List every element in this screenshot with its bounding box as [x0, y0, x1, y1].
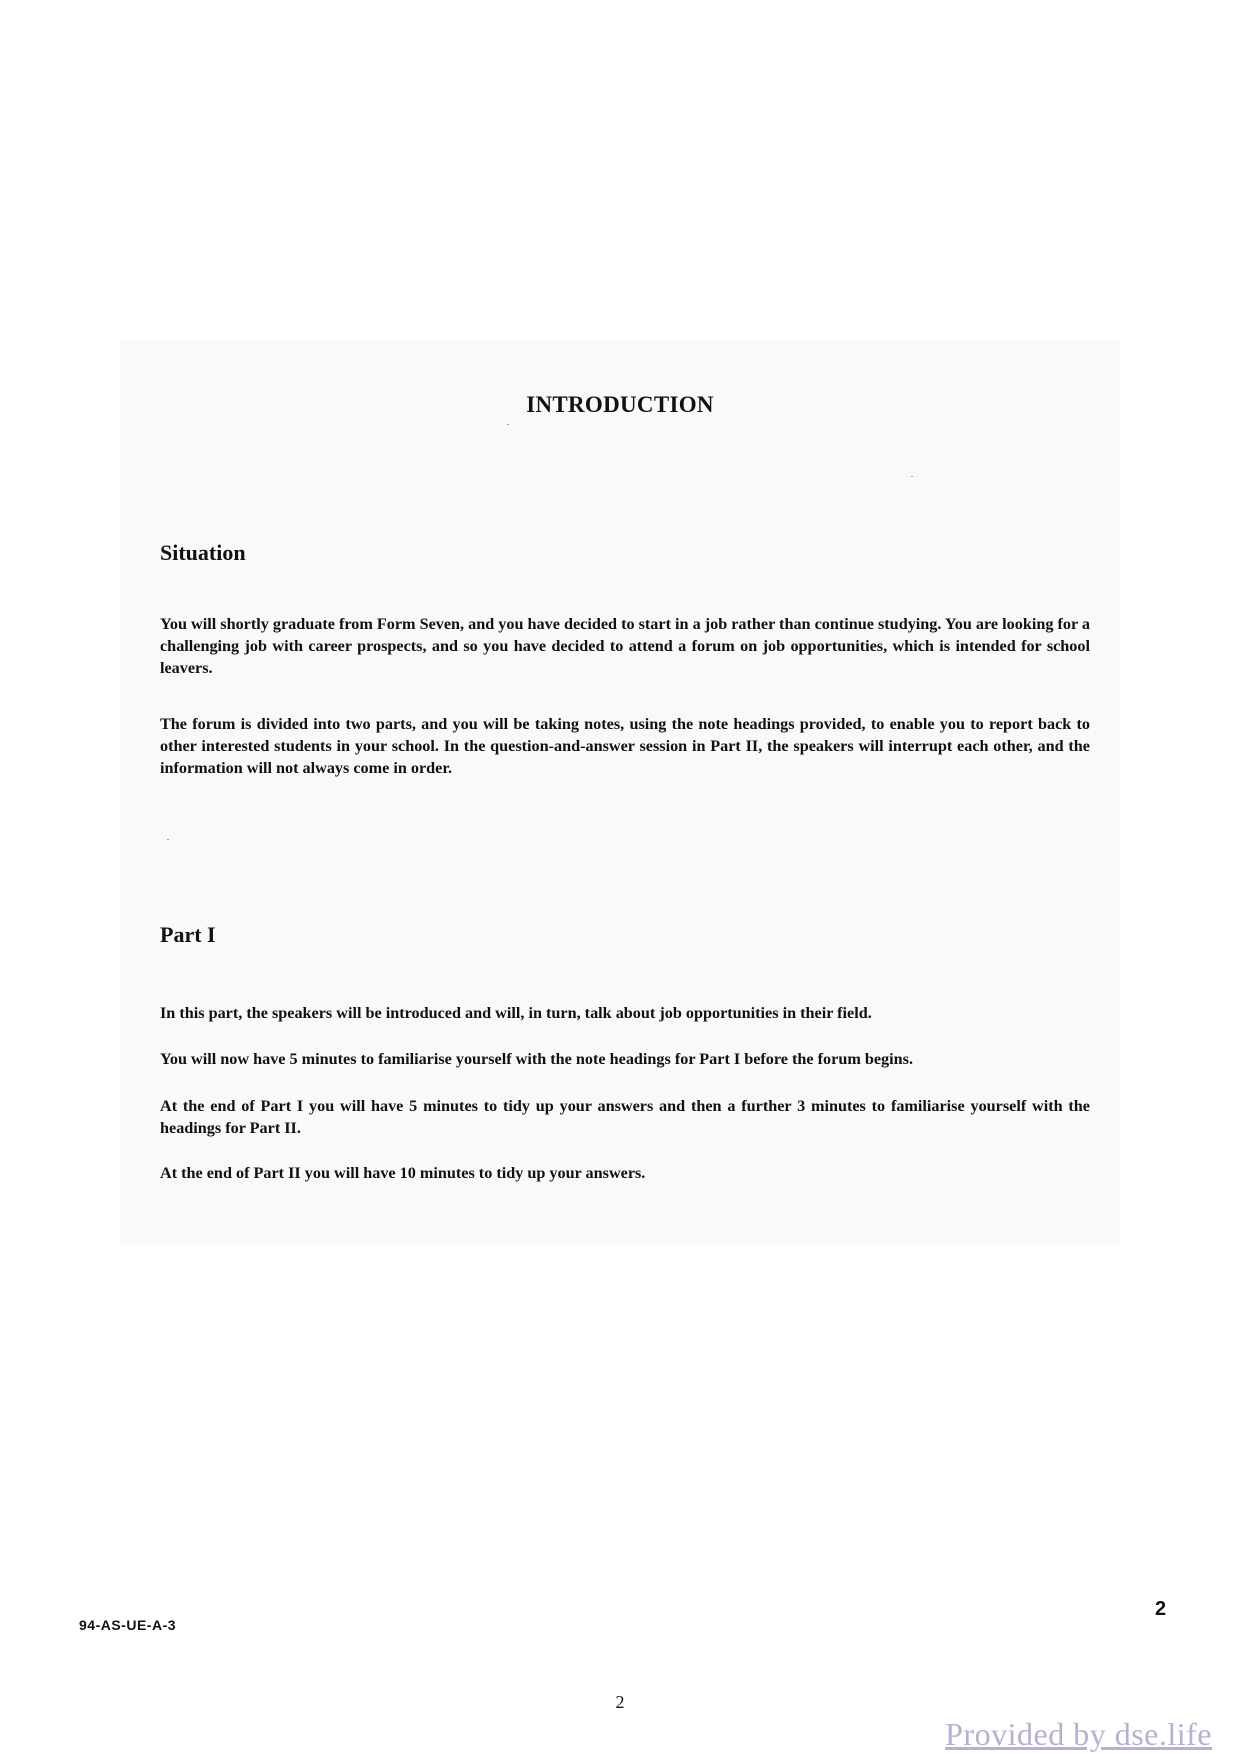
watermark-link[interactable]: Provided by dse.life: [945, 1716, 1212, 1752]
page-number-bold: 2: [1155, 1598, 1167, 1620]
page-title: INTRODUCTION: [526, 392, 714, 417]
part-1-paragraph: At the end of Part I you will have 5 minutes to tidy up your answers and then a further 3 minutes to familiarise yourself with the headings for Part II.: [160, 1097, 1090, 1137]
part-1-paragraph: At the end of Part II you will have 10 minutes to tidy up your answers.: [160, 1164, 646, 1182]
section-heading-situation: Situation: [160, 540, 246, 565]
part-1-paragraph: You will now have 5 minutes to familiarise yourself with the note headings for Part I before the forum begins.: [160, 1050, 913, 1068]
exam-code: 94-AS-UE-A-3: [79, 1617, 177, 1633]
section-heading-part-1: Part I: [160, 922, 216, 947]
scan-speck: [911, 476, 913, 477]
scan-speck: [507, 424, 509, 425]
scan-speck: [167, 839, 169, 840]
page-number: 2: [615, 1692, 625, 1712]
part-1-paragraph: In this part, the speakers will be introduced and will, in turn, talk about job opportunities in their field.: [160, 1004, 872, 1022]
situation-paragraph: The forum is divided into two parts, and you will be taking notes, using the note headings provided, to enable you to report back to other interested students in your school. In the question-and-answer session in Part II, the speakers will interrupt each other, and the information will not always come in order.: [160, 715, 1090, 777]
introduction-panel: [120, 340, 1120, 1245]
situation-paragraph: You will shortly graduate from Form Seven, and you have decided to start in a job rather than continue studying. You are looking for a challenging job with career prospects, and so you have decided to attend a forum on job opportunities, which is intended for school leavers.: [160, 615, 1090, 677]
